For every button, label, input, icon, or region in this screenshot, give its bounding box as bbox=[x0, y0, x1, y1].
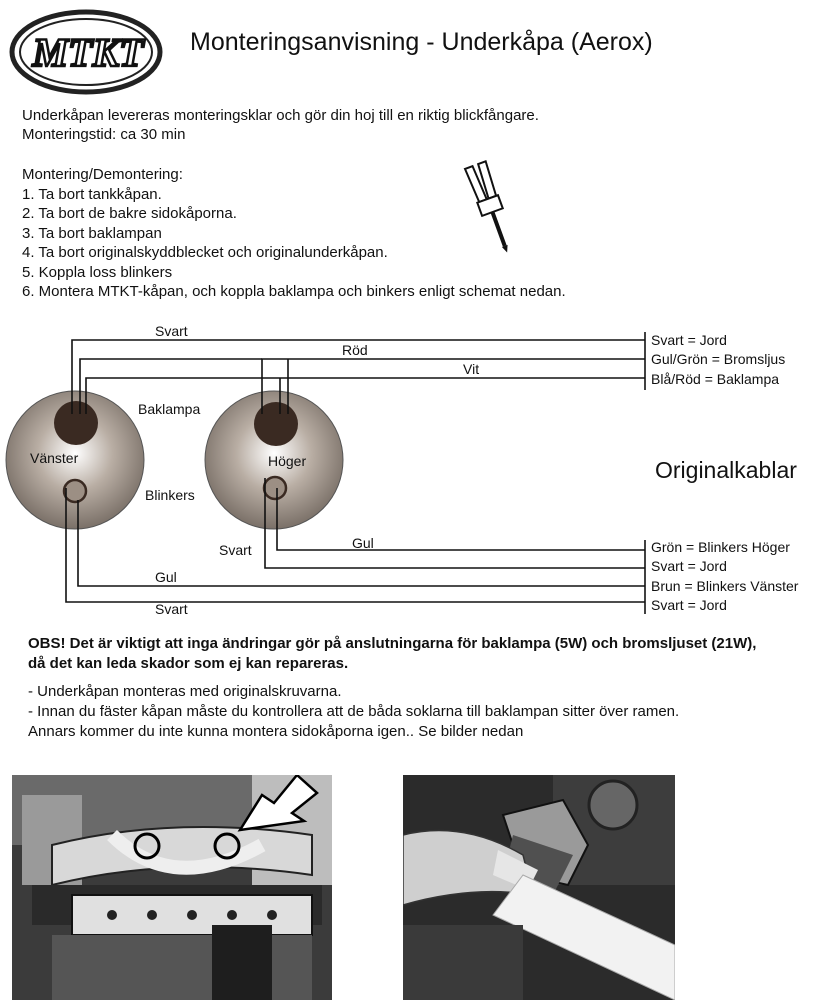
warning-line-2: då det kan leda skador som ej kan repareras. bbox=[28, 655, 349, 672]
left-blinker-socket bbox=[64, 480, 86, 502]
wire-label-vit: Vit bbox=[463, 361, 480, 377]
note-line-1: - Underkåpan monteras med originalskruvarna. bbox=[28, 683, 342, 700]
wire-label-svart-top: Svart bbox=[155, 323, 188, 339]
wire-label-svart-mid: Svart bbox=[219, 542, 252, 558]
connection-label: Svart = Jord bbox=[651, 558, 727, 574]
blinkers-label: Blinkers bbox=[145, 487, 195, 503]
left-baklampa-socket bbox=[54, 401, 98, 445]
wire-rod-bromsljus bbox=[262, 359, 645, 414]
connection-label: Svart = Jord bbox=[651, 597, 727, 613]
mtkt-logo bbox=[8, 6, 168, 96]
right-lamp-label: Höger bbox=[268, 453, 307, 469]
left-lamp-label: Vänster bbox=[30, 450, 79, 466]
step-item: 1. Ta bort tankkåpan. bbox=[22, 185, 162, 203]
right-blinker-socket bbox=[264, 477, 286, 499]
screwdriver-icon bbox=[462, 158, 522, 258]
intro-line-2: Monteringstid: ca 30 min bbox=[22, 126, 186, 143]
connection-label: Svart = Jord bbox=[651, 332, 727, 348]
warning-block bbox=[28, 634, 756, 674]
step-item: 4. Ta bort originalskyddblecket och originalunderkåpan. bbox=[22, 244, 388, 261]
notes-block bbox=[28, 682, 679, 742]
photo-hand-installing bbox=[403, 775, 675, 1000]
warning-line-1: OBS! Det är viktigt att inga ändringar gör på anslutningarna för baklampa (5W) och bromsljuset (21W), bbox=[28, 635, 757, 652]
connection-label: Brun = Blinkers Vänster bbox=[651, 578, 799, 594]
wire-label-svart-bottom: Svart bbox=[155, 601, 188, 617]
note-line-3: Annars kommer du inte kunna montera sidokåporna igen.. Se bilder nedan bbox=[28, 723, 524, 740]
step-item: 3. Ta bort baklampan bbox=[22, 224, 162, 242]
connection-label: Gul/Grön = Bromsljus bbox=[651, 351, 786, 367]
wire-label-gul-right: Gul bbox=[352, 535, 374, 551]
original-cables-label: Originalkablar bbox=[655, 457, 797, 483]
right-baklampa-socket bbox=[254, 402, 298, 446]
step-item: 6. Montera MTKT-kåpan, och koppla baklampa och binkers enligt schemat nedan. bbox=[22, 283, 566, 300]
wiring-diagram bbox=[0, 318, 827, 623]
intro-line-1: Underkåpan levereras monteringsklar och gör din hoj till en riktig blickfångare. bbox=[22, 107, 539, 124]
steps-heading: Montering/Demontering: bbox=[22, 166, 183, 183]
step-item: 5. Koppla loss blinkers bbox=[22, 263, 173, 281]
connection-label: Blå/Röd = Baklampa bbox=[651, 371, 780, 387]
wire-label-rod: Röd bbox=[342, 342, 368, 358]
logo-text: MTKT bbox=[32, 30, 144, 75]
step-item: 2. Ta bort de bakre sidokåporna. bbox=[22, 205, 237, 222]
photo-frame-sockets bbox=[12, 775, 332, 1000]
wire-label-gul-left: Gul bbox=[155, 569, 177, 585]
baklampa-label: Baklampa bbox=[138, 401, 201, 417]
connection-label: Grön = Blinkers Höger bbox=[651, 539, 790, 555]
page-title: Monteringsanvisning - Underkåpa (Aerox) bbox=[190, 28, 653, 56]
note-line-2: - Innan du fäster kåpan måste du kontrollera att de båda soklarna till baklampan sitter över ramen. bbox=[28, 703, 680, 720]
